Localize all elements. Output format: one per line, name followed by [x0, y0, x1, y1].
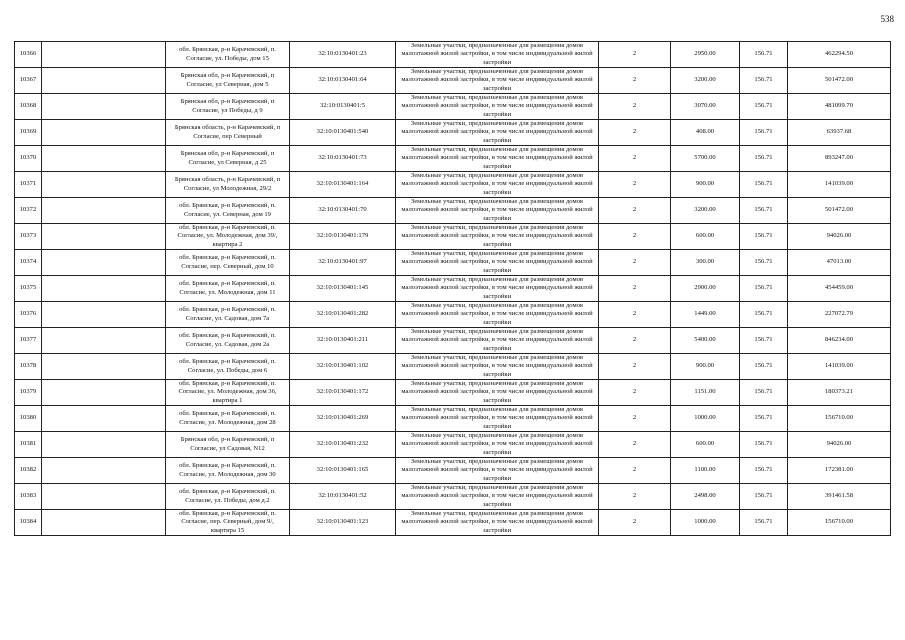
- area-cell: 2950.00: [671, 42, 740, 68]
- area-cell: 1449.00: [671, 302, 740, 328]
- address-cell: обл. Брянская, р-н Карачевский, п. Согласие, ул. Садовая, дом 2а: [166, 328, 290, 354]
- group-code-cell: 2: [599, 354, 671, 380]
- land-use-cell: Земельные участки, предназначенные для размещения домов малоэтажной жилой застройки, в том числе индивидуальной жилой застройки: [396, 432, 599, 458]
- empty-cell: [42, 510, 166, 536]
- group-code-cell: 2: [599, 120, 671, 146]
- specific-value-cell: 156.71: [740, 224, 788, 250]
- land-use-cell: Земельные участки, предназначенные для размещения домов малоэтажной жилой застройки, в том числе индивидуальной жилой застройки: [396, 328, 599, 354]
- specific-value-cell: 156.71: [740, 250, 788, 276]
- row-number: 10383: [15, 484, 42, 510]
- empty-cell: [42, 302, 166, 328]
- area-cell: 1100.00: [671, 458, 740, 484]
- area-cell: 1000.00: [671, 406, 740, 432]
- group-code-cell: 2: [599, 432, 671, 458]
- cadastral-value-cell: 481099.70: [788, 94, 891, 120]
- group-code-cell: 2: [599, 42, 671, 68]
- address-cell: обл. Брянская, р-н Карачевский, п. Согласие, ул. Победы, дом 15: [166, 42, 290, 68]
- group-code-cell: 2: [599, 172, 671, 198]
- specific-value-cell: 156.71: [740, 198, 788, 224]
- empty-cell: [42, 120, 166, 146]
- address-cell: Брянская область, р-н Карачевский, п Согласие, ул Молодежная, 29/2: [166, 172, 290, 198]
- cadastral-value-cell: 454459.00: [788, 276, 891, 302]
- cadastral-value-cell: 172381.00: [788, 458, 891, 484]
- row-number: 10378: [15, 354, 42, 380]
- cadastral-number-cell: 32:10:0130401:179: [290, 224, 396, 250]
- specific-value-cell: 156.71: [740, 94, 788, 120]
- address-cell: Брянская обл, р-н Карачевский, п Согласие, ул Победы, д 9: [166, 94, 290, 120]
- group-code-cell: 2: [599, 224, 671, 250]
- address-cell: обл. Брянская, р-н Карачевский, п. Согласие, ул. Молодежная, дом 28: [166, 406, 290, 432]
- cadastral-value-cell: 156710.00: [788, 406, 891, 432]
- table-row: [15, 302, 891, 328]
- area-cell: 2498.00: [671, 484, 740, 510]
- area-cell: 900.00: [671, 172, 740, 198]
- group-code-cell: 2: [599, 276, 671, 302]
- row-number: 10369: [15, 120, 42, 146]
- cadastral-number-cell: 32:10:0130401:232: [290, 432, 396, 458]
- area-cell: 3200.00: [671, 198, 740, 224]
- cadastral-number-cell: 32:10:0130401:164: [290, 172, 396, 198]
- cadastral-value-cell: 94026.00: [788, 224, 891, 250]
- page-number: 538: [880, 14, 894, 24]
- land-use-cell: Земельные участки, предназначенные для размещения домов малоэтажной жилой застройки, в том числе индивидуальной жилой застройки: [396, 42, 599, 68]
- row-number: 10368: [15, 94, 42, 120]
- area-cell: 900.00: [671, 354, 740, 380]
- cadastral-number-cell: 32:10:0130401:23: [290, 42, 396, 68]
- area-cell: 600.00: [671, 432, 740, 458]
- cadastral-number-cell: 32:10:0130401:282: [290, 302, 396, 328]
- address-cell: Брянская обл, р-н Карачевский, п Согласие, ул Северная, дом 5: [166, 68, 290, 94]
- empty-cell: [42, 68, 166, 94]
- specific-value-cell: 156.71: [740, 328, 788, 354]
- land-use-cell: Земельные участки, предназначенные для размещения домов малоэтажной жилой застройки, в том числе индивидуальной жилой застройки: [396, 276, 599, 302]
- area-cell: 3200.00: [671, 68, 740, 94]
- specific-value-cell: 156.71: [740, 510, 788, 536]
- row-number: 10375: [15, 276, 42, 302]
- table-row: [15, 68, 891, 94]
- cadastral-number-cell: 32:10:0130401:64: [290, 68, 396, 94]
- address-cell: обл. Брянская, р-н Карачевский, п. Согласие, ул. Молодежная, дом 11: [166, 276, 290, 302]
- cadastral-value-cell: 846234.00: [788, 328, 891, 354]
- address-cell: обл. Брянская, р-н Карачевский, п. Согласие, ул. Победы, дом д.2: [166, 484, 290, 510]
- land-use-cell: Земельные участки, предназначенные для размещения домов малоэтажной жилой застройки, в том числе индивидуальной жилой застройки: [396, 224, 599, 250]
- row-number: 10376: [15, 302, 42, 328]
- cadastral-value-cell: 462294.50: [788, 42, 891, 68]
- area-cell: 3070.00: [671, 94, 740, 120]
- cadastral-number-cell: 32:10:0130401:97: [290, 250, 396, 276]
- row-number: 10372: [15, 198, 42, 224]
- table-row: [15, 510, 891, 536]
- land-use-cell: Земельные участки, предназначенные для размещения домов малоэтажной жилой застройки, в том числе индивидуальной жилой застройки: [396, 172, 599, 198]
- specific-value-cell: 156.71: [740, 354, 788, 380]
- cadastral-value-cell: 501472.00: [788, 68, 891, 94]
- empty-cell: [42, 484, 166, 510]
- empty-cell: [42, 432, 166, 458]
- empty-cell: [42, 406, 166, 432]
- cadastral-value-cell: 63937.68: [788, 120, 891, 146]
- row-number: 10367: [15, 68, 42, 94]
- cadastral-number-cell: 32:10:0130401:73: [290, 146, 396, 172]
- area-cell: 1151.00: [671, 380, 740, 406]
- group-code-cell: 2: [599, 406, 671, 432]
- empty-cell: [42, 458, 166, 484]
- group-code-cell: 2: [599, 94, 671, 120]
- table-row: [15, 146, 891, 172]
- area-cell: 300.00: [671, 250, 740, 276]
- group-code-cell: 2: [599, 68, 671, 94]
- area-cell: 5400.00: [671, 328, 740, 354]
- table-row: [15, 354, 891, 380]
- table-row: [15, 250, 891, 276]
- address-cell: обл. Брянская, р-н Карачевский, п. Согласие, пер. Северный, дом 10: [166, 250, 290, 276]
- table-row: [15, 484, 891, 510]
- table-row: [15, 198, 891, 224]
- group-code-cell: 2: [599, 250, 671, 276]
- cadastral-value-cell: 156710.00: [788, 510, 891, 536]
- cadastral-number-cell: 32:10:0130401:123: [290, 510, 396, 536]
- area-cell: 600.00: [671, 224, 740, 250]
- address-cell: обл. Брянская, р-н Карачевский, п. Согласие, ул. Северная, дом 19: [166, 198, 290, 224]
- address-cell: Брянская обл, р-н Карачевский, п Согласие, ул Северная, д 25: [166, 146, 290, 172]
- land-use-cell: Земельные участки, предназначенные для размещения домов малоэтажной жилой застройки, в том числе индивидуальной жилой застройки: [396, 458, 599, 484]
- cadastral-number-cell: 32:10:0130401:172: [290, 380, 396, 406]
- group-code-cell: 2: [599, 380, 671, 406]
- area-cell: 2900.00: [671, 276, 740, 302]
- specific-value-cell: 156.71: [740, 302, 788, 328]
- cadastral-number-cell: 32:10:0130401:70: [290, 198, 396, 224]
- empty-cell: [42, 42, 166, 68]
- row-number: 10374: [15, 250, 42, 276]
- land-use-cell: Земельные участки, предназначенные для размещения домов малоэтажной жилой застройки, в том числе индивидуальной жилой застройки: [396, 380, 599, 406]
- address-cell: обл. Брянская, р-н Карачевский, п. Согласие, ул. Молодежная, дом 36, квартира 1: [166, 380, 290, 406]
- specific-value-cell: 156.71: [740, 68, 788, 94]
- row-number: 10381: [15, 432, 42, 458]
- table-row: [15, 276, 891, 302]
- area-cell: 1000.00: [671, 510, 740, 536]
- empty-cell: [42, 224, 166, 250]
- row-number: 10384: [15, 510, 42, 536]
- cadastral-value-cell: 227072.79: [788, 302, 891, 328]
- specific-value-cell: 156.71: [740, 42, 788, 68]
- specific-value-cell: 156.71: [740, 406, 788, 432]
- address-cell: обл. Брянская, р-н Карачевский, п. Согласие, ул. Молодежная, дом 30: [166, 458, 290, 484]
- land-use-cell: Земельные участки, предназначенные для размещения домов малоэтажной жилой застройки, в том числе индивидуальной жилой застройки: [396, 484, 599, 510]
- specific-value-cell: 156.71: [740, 380, 788, 406]
- table-row: [15, 328, 891, 354]
- group-code-cell: 2: [599, 510, 671, 536]
- specific-value-cell: 156.71: [740, 432, 788, 458]
- land-use-cell: Земельные участки, предназначенные для размещения домов малоэтажной жилой застройки, в том числе индивидуальной жилой застройки: [396, 198, 599, 224]
- cadastral-value-table: [14, 41, 891, 536]
- empty-cell: [42, 146, 166, 172]
- cadastral-number-cell: 32:10:0130401:211: [290, 328, 396, 354]
- cadastral-value-cell: 180373.21: [788, 380, 891, 406]
- row-number: 10370: [15, 146, 42, 172]
- table-row: [15, 224, 891, 250]
- land-use-cell: Земельные участки, предназначенные для размещения домов малоэтажной жилой застройки, в том числе индивидуальной жилой застройки: [396, 250, 599, 276]
- table-row: [15, 172, 891, 198]
- table-row: [15, 42, 891, 68]
- land-use-cell: Земельные участки, предназначенные для размещения домов малоэтажной жилой застройки, в том числе индивидуальной жилой застройки: [396, 94, 599, 120]
- cadastral-value-cell: 47013.00: [788, 250, 891, 276]
- row-number: 10366: [15, 42, 42, 68]
- area-cell: 5700.00: [671, 146, 740, 172]
- empty-cell: [42, 354, 166, 380]
- address-cell: обл. Брянская, р-н Карачевский, п. Согласие, ул. Победы, дом 6: [166, 354, 290, 380]
- cadastral-value-cell: 893247.00: [788, 146, 891, 172]
- table-row: [15, 406, 891, 432]
- group-code-cell: 2: [599, 146, 671, 172]
- row-number: 10379: [15, 380, 42, 406]
- specific-value-cell: 156.71: [740, 276, 788, 302]
- cadastral-value-cell: 391461.58: [788, 484, 891, 510]
- cadastral-value-cell: 94026.00: [788, 432, 891, 458]
- group-code-cell: 2: [599, 328, 671, 354]
- empty-cell: [42, 250, 166, 276]
- table-row: [15, 380, 891, 406]
- table-row: [15, 458, 891, 484]
- empty-cell: [42, 380, 166, 406]
- specific-value-cell: 156.71: [740, 484, 788, 510]
- row-number: 10371: [15, 172, 42, 198]
- land-use-cell: Земельные участки, предназначенные для размещения домов малоэтажной жилой застройки, в том числе индивидуальной жилой застройки: [396, 68, 599, 94]
- empty-cell: [42, 328, 166, 354]
- group-code-cell: 2: [599, 302, 671, 328]
- table-row: [15, 94, 891, 120]
- address-cell: обл. Брянская, р-н Карачевский, п. Согласие, пер. Северный, дом 9/, квартира 15: [166, 510, 290, 536]
- table-row: [15, 432, 891, 458]
- land-use-cell: Земельные участки, предназначенные для размещения домов малоэтажной жилой застройки, в том числе индивидуальной жилой застройки: [396, 120, 599, 146]
- cadastral-number-cell: 32:10:0130401:540: [290, 120, 396, 146]
- cadastral-number-cell: 32:10:0130401:145: [290, 276, 396, 302]
- row-number: 10380: [15, 406, 42, 432]
- table-row: [15, 120, 891, 146]
- cadastral-number-cell: 32:10:0130401:269: [290, 406, 396, 432]
- empty-cell: [42, 172, 166, 198]
- table-body: [15, 42, 891, 536]
- address-cell: обл. Брянская, р-н Карачевский, п. Согласие, ул. Садовая, дом 7а: [166, 302, 290, 328]
- group-code-cell: 2: [599, 458, 671, 484]
- cadastral-number-cell: 32:10:0130401:165: [290, 458, 396, 484]
- specific-value-cell: 156.71: [740, 172, 788, 198]
- cadastral-number-cell: 32:10:0130401:102: [290, 354, 396, 380]
- cadastral-number-cell: 32:10:0130401:52: [290, 484, 396, 510]
- address-cell: Брянская обл, р-н Карачевский, п Согласие, ул Садовая, N12: [166, 432, 290, 458]
- row-number: 10377: [15, 328, 42, 354]
- group-code-cell: 2: [599, 484, 671, 510]
- land-use-cell: Земельные участки, предназначенные для размещения домов малоэтажной жилой застройки, в том числе индивидуальной жилой застройки: [396, 146, 599, 172]
- specific-value-cell: 156.71: [740, 458, 788, 484]
- land-use-cell: Земельные участки, предназначенные для размещения домов малоэтажной жилой застройки, в том числе индивидуальной жилой застройки: [396, 302, 599, 328]
- row-number: 10373: [15, 224, 42, 250]
- empty-cell: [42, 94, 166, 120]
- empty-cell: [42, 198, 166, 224]
- row-number: 10382: [15, 458, 42, 484]
- group-code-cell: 2: [599, 198, 671, 224]
- land-use-cell: Земельные участки, предназначенные для размещения домов малоэтажной жилой застройки, в том числе индивидуальной жилой застройки: [396, 354, 599, 380]
- land-use-cell: Земельные участки, предназначенные для размещения домов малоэтажной жилой застройки, в том числе индивидуальной жилой застройки: [396, 406, 599, 432]
- land-use-cell: Земельные участки, предназначенные для размещения домов малоэтажной жилой застройки, в том числе индивидуальной жилой застройки: [396, 510, 599, 536]
- area-cell: 408.00: [671, 120, 740, 146]
- cadastral-value-cell: 141039.00: [788, 172, 891, 198]
- address-cell: обл. Брянская, р-н Карачевский, п. Согласие, ул. Молодежная, дом 39/, квартира 2: [166, 224, 290, 250]
- address-cell: Брянская область, р-н Карачевский, п Согласие, пер Северный: [166, 120, 290, 146]
- cadastral-value-cell: 141039.00: [788, 354, 891, 380]
- empty-cell: [42, 276, 166, 302]
- specific-value-cell: 156.71: [740, 120, 788, 146]
- cadastral-number-cell: 32:10:0130401:5: [290, 94, 396, 120]
- specific-value-cell: 156.71: [740, 146, 788, 172]
- cadastral-value-cell: 501472.00: [788, 198, 891, 224]
